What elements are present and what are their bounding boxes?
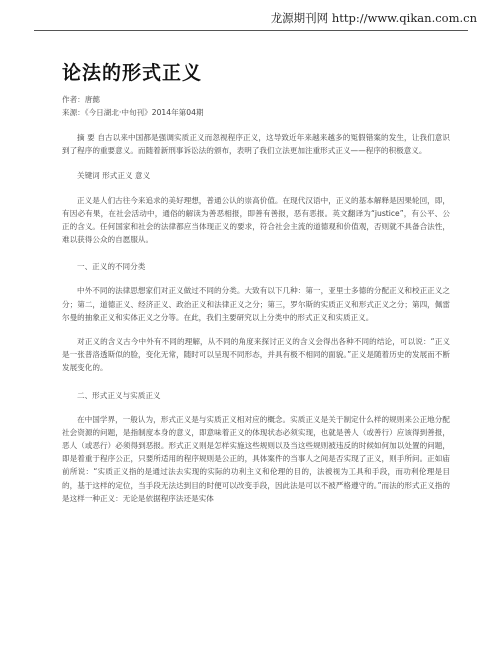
paragraph-3: 对正义的含义古今中外有不同的理解，从不同的角度来探讨正义的含义会得出各种不同的结论，可以说：“正义是一张普洛透斯似的脸，变化无常，随时可以呈现不同形态，并具有极不相同的面貌。”正义是随着历史的发展而不断发展变化的。 [62, 337, 450, 373]
paragraph-1: 正义是人们古往今来追求的美好理想，普通公认的崇高价值。在现代汉语中，正义的基本解释是因果轮回，即，有因必有果，在社会活动中，通俗的解读为善恶相报，即善有善报，恶有恶报。英文翻译为“justice”，有公平、公正的含义。任何国家和社会的法律都应当体现正义的要求，符合社会主流的道德观和价值观，否则就不具备合法性，难以获得公众的自愿服从。 [62, 195, 450, 245]
site-header[interactable]: 龙源期刊网 http://www.qikan.com.cn [270, 11, 477, 25]
article-body [62, 58, 450, 505]
article-abstract: 摘 要 自古以来中国都是强调实质正义而忽视程序正义，这导致近年来越来越多的冤假错案的发生，让我们意识到了程序的重要意义。而随着新刑事诉讼法的颁布，表明了我们立法更加注重形式正义——程序的积极意义。 [62, 133, 450, 156]
paragraph-4: 在中国学界，一般认为，形式正义是与实质正义相对应的概念。实质正义是关于制定什么样的规则来公正地分配社会资源的问题，是指制度本身的意义，即意味着正义的体现状态必须实现，也就是善人（或善行）应该得到善报，恶人（或恶行）必须得到恶报。形式正义则是怎样实施这些规则以及当这些规则被违反的时候如何加以处置的问题，即是着重于程序公正，只要所适用的程序规则是公正的，具体案件的当事人之间是否实现了正义，则手所问。正如庙前所说：“实质正义指的是通过法去实现的实际的功利主义和伦理的目的，法被视为工具和手段，而功利伦理是目的，基于这样的定位，当手段无法达到目的时便可以改变手段，因此法是可以不被严格遵守的。”而法的形式正义指的是这样一种正义：无论是依据程序法还是实体 [62, 414, 450, 503]
article-source: 来源：《今日湖北·中旬刊》2014年第04期 [62, 108, 204, 117]
section-heading-1: 一、正义的不同分类 [77, 262, 146, 272]
paragraph-gap [62, 324, 450, 335]
article-author: 作者：唐懿 [62, 95, 100, 104]
article-title: 论法的形式正义 [62, 62, 203, 84]
header-divider [34, 30, 468, 31]
section-heading-2: 二、形式正义与实质正义 [77, 390, 161, 400]
paragraph-gap [62, 183, 450, 194]
article-keywords: 关键词 形式正义 意义 [77, 171, 151, 181]
paragraph-2: 中外不同的法律思想家们对正义做过不同的分类。大致有以下几种：第一，亚里士多德的分配正义和校正正义之分；第二，道德正义、经济正义、政治正义和法律正义之分；第三，罗尔斯的实质正义和形式正义之分；第四，佩雷尔曼的抽象正义和实体正义之分等。在此，我们主要研究以上分类中的形式正义和实质正义。 [62, 286, 450, 322]
